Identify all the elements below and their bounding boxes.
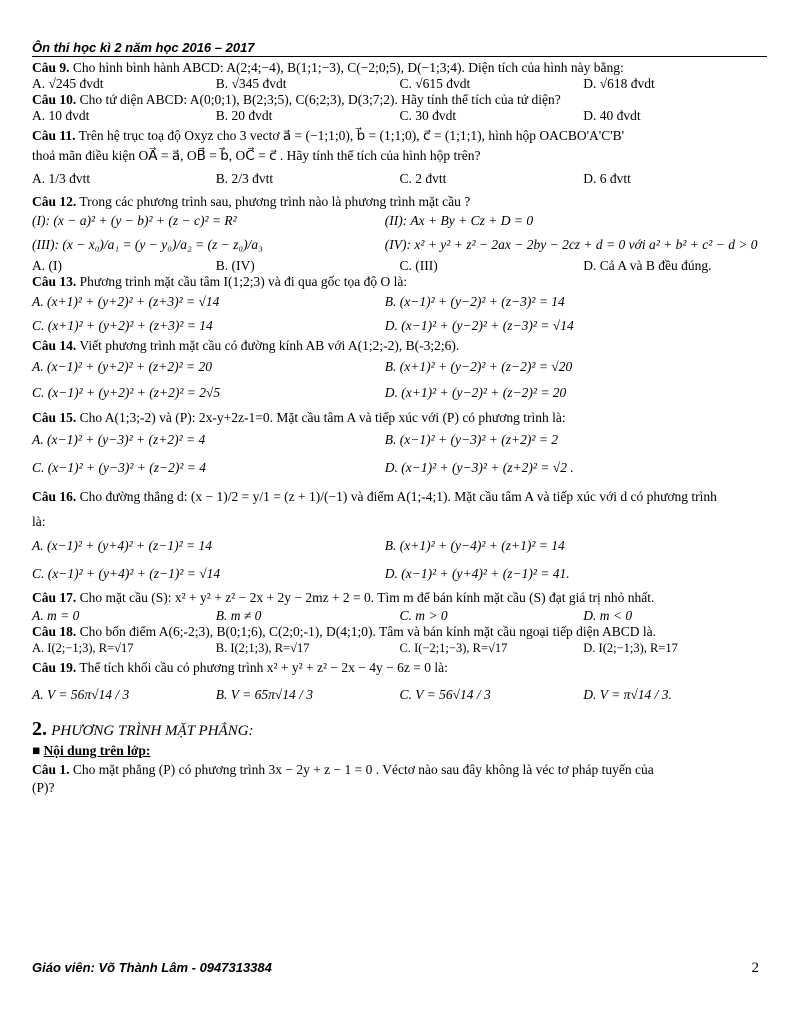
option: A. (x−1)² + (y−3)² + (z+2)² = 4 (32, 432, 206, 447)
option: A. √245 đvdt (32, 76, 104, 91)
page-number: 2 (751, 960, 759, 976)
option: D. m < 0 (583, 608, 633, 623)
question-16: Câu 16. Cho đường thẳng d: (x − 1)/2 = y/1 = (z + 1)/(−1) và điểm A(1;-4;1). Mặt cầu tâm A và tiếp xúc với d có phương trình (32, 489, 717, 504)
options-13b (32, 314, 767, 338)
option: D. V = π√14 / 3. (583, 687, 672, 702)
option: A. (x−1)² + (y+4)² + (z−1)² = 14 (32, 538, 213, 553)
option: A. (I) (32, 258, 62, 273)
option: A. 1/3 đvtt (32, 171, 91, 186)
option: D. (x−1)² + (y−2)² + (z−3)² = √14 (384, 318, 574, 333)
equation: (III): (x − x₀)/a₁ = (y − y₀)/a₂ = (z − z₀)/a₃ (32, 237, 263, 252)
option: D. √618 đvdt (583, 76, 655, 91)
question-14: Câu 14. Viết phương trình mặt cầu có đường kính AB với A(1;2;-2), B(-3;2;6). (32, 338, 460, 353)
option: B. 2/3 đvtt (215, 171, 274, 186)
option: B. (x+1)² + (y−4)² + (z+1)² = 14 (384, 538, 565, 553)
page-header: Ôn thi học kì 2 năm học 2016 – 2017 (32, 40, 767, 57)
options-11 (32, 168, 767, 190)
option: D. 40 đvdt (583, 108, 641, 123)
question-16-cont: là: (32, 514, 46, 529)
question-15: Câu 15. Cho A(1;3;-2) và (P): 2x-y+2z-1=0. Mặt cầu tâm A và tiếp xúc với (P) có phương trình là: (32, 410, 566, 425)
options-16a (32, 532, 767, 560)
question-9: Câu 9. Cho hình bình hành ABCD: A(2;4;−4), B(1;1;−3), C(−2;0;5), D(−1;3;4). Diện tích của hình này bằng: (32, 60, 624, 75)
options-15a (32, 426, 767, 454)
options-19 (32, 680, 767, 710)
options-14b (32, 380, 767, 406)
option: A. m = 0 (32, 608, 80, 623)
question-10: Câu 10. Cho tứ diện ABCD: A(0;0;1), B(2;3;5), C(6;2;3), D(3;7;2). Hãy tính thể tích của tứ diện? (32, 92, 561, 107)
subsection-heading: ■ Nội dung trên lớp: (32, 743, 151, 758)
option: A. 10 đvdt (32, 108, 90, 123)
plane-question-1: Câu 1. Cho mặt phẳng (P) có phương trình 3x − 2y + z − 1 = 0 . Véctơ nào sau đây không là véc tơ pháp tuyến của (32, 762, 654, 777)
option: B. I(2;1;3), R=√17 (215, 641, 310, 655)
option: C. (x−1)² + (y−3)² + (z−2)² = 4 (32, 460, 207, 475)
question-11: Câu 11. Trên hệ trục toạ độ Oxyz cho 3 vectơ a⃗ = (−1;1;0), b⃗ = (1;1;0), c⃗ = (1;1;1), hình hộp OACBO'A'C'B' (32, 128, 625, 143)
equations-12a (32, 210, 767, 232)
option: A. (x+1)² + (y+2)² + (z+3)² = √14 (32, 294, 220, 309)
option: B. V = 65π√14 / 3 (215, 687, 314, 702)
options-9 (32, 76, 767, 92)
option: B. (IV) (215, 258, 255, 273)
question-18: Câu 18. Cho bốn điểm A(6;-2;3), B(0;1;6), C(2;0;-1), D(4;1;0). Tâm và bán kính mặt cầu ngoại tiếp diện ABCD là. (32, 624, 657, 639)
option: D. (x+1)² + (y−2)² + (z−2)² = 20 (384, 385, 567, 400)
option: D. Cả A và B đều đúng. (583, 258, 712, 273)
question-17: Câu 17. Cho mặt cầu (S): x² + y² + z² − 2x + 2y − 2mz + 2 = 0. Tìm m để bán kính mặt cầu (S) đạt giá trị nhỏ nhất. (32, 590, 655, 605)
plane-question-1-cont: (P)? (32, 780, 55, 795)
option: C. m > 0 (399, 608, 448, 623)
options-17 (32, 608, 767, 624)
equation: (II): Ax + By + Cz + D = 0 (384, 213, 534, 228)
option: A. (x−1)² + (y+2)² + (z+2)² = 20 (32, 359, 213, 374)
question-11-cont: thoả mãn điều kiện OA⃗ = a⃗, OB⃗ = b⃗, OC⃗ = c⃗ . Hãy tính thể tích của hình hộp trên? (32, 148, 481, 163)
option: B. √345 đvdt (215, 76, 287, 91)
option: A. I(2;−1;3), R=√17 (32, 641, 134, 655)
equation: (I): (x − a)² + (y − b)² + (z − c)² = R² (32, 213, 237, 228)
options-18 (32, 640, 767, 656)
option: B. (x+1)² + (y−2)² + (z−2)² = √20 (384, 359, 573, 374)
option: C. (x−1)² + (y+2)² + (z+2)² = 2√5 (32, 385, 221, 400)
option: D. (x−1)² + (y+4)² + (z−1)² = 41. (384, 566, 570, 581)
options-16b (32, 560, 767, 588)
equations-12b (32, 232, 767, 258)
option: C. 30 đvdt (399, 108, 457, 123)
option: C. (III) (399, 258, 438, 273)
option: A. V = 56π√14 / 3 (32, 687, 130, 702)
option: B. (x−1)² + (y−3)² + (z+2)² = 2 (384, 432, 559, 447)
teacher-credit: Giáo viên: Võ Thành Lâm - 0947313384 (32, 960, 272, 975)
option: C. √615 đvdt (399, 76, 471, 91)
section-heading: 2. PHƯƠNG TRÌNH MẶT PHẲNG: (32, 718, 254, 740)
option: D. 6 đvtt (583, 171, 631, 186)
question-13: Câu 13. Phương trình mặt cầu tâm I(1;2;3) và đi qua gốc tọa độ O là: (32, 274, 408, 289)
question-12: Câu 12. Trong các phương trình sau, phương trình nào là phương trình mặt cầu ? (32, 194, 471, 209)
page-footer (32, 960, 759, 977)
options-12 (32, 258, 767, 274)
option: B. m ≠ 0 (215, 608, 262, 623)
option: D. I(2;−1;3), R=17 (583, 641, 678, 655)
question-19: Câu 19. Thể tích khối cầu có phương trình x² + y² + z² − 2x − 4y − 6z = 0 là: (32, 660, 448, 675)
options-10 (32, 108, 767, 124)
option: D. (x−1)² + (y−3)² + (z+2)² = √2 . (384, 460, 574, 475)
options-14a (32, 354, 767, 380)
option: C. 2 đvtt (399, 171, 447, 186)
option: C. (x−1)² + (y+4)² + (z−1)² = √14 (32, 566, 221, 581)
option: C. I(−2;1;−3), R=√17 (399, 641, 508, 655)
option: C. V = 56√14 / 3 (399, 687, 491, 702)
options-15b (32, 454, 767, 482)
option: B. 20 đvdt (215, 108, 273, 123)
equation: (IV): x² + y² + z² − 2ax − 2by − 2cz + d = 0 với a² + b² + c² − d > 0 (384, 237, 758, 252)
options-13a (32, 290, 767, 314)
option: B. (x−1)² + (y−2)² + (z−3)² = 14 (384, 294, 565, 309)
option: C. (x+1)² + (y+2)² + (z+3)² = 14 (32, 318, 213, 333)
page-content (32, 40, 767, 796)
